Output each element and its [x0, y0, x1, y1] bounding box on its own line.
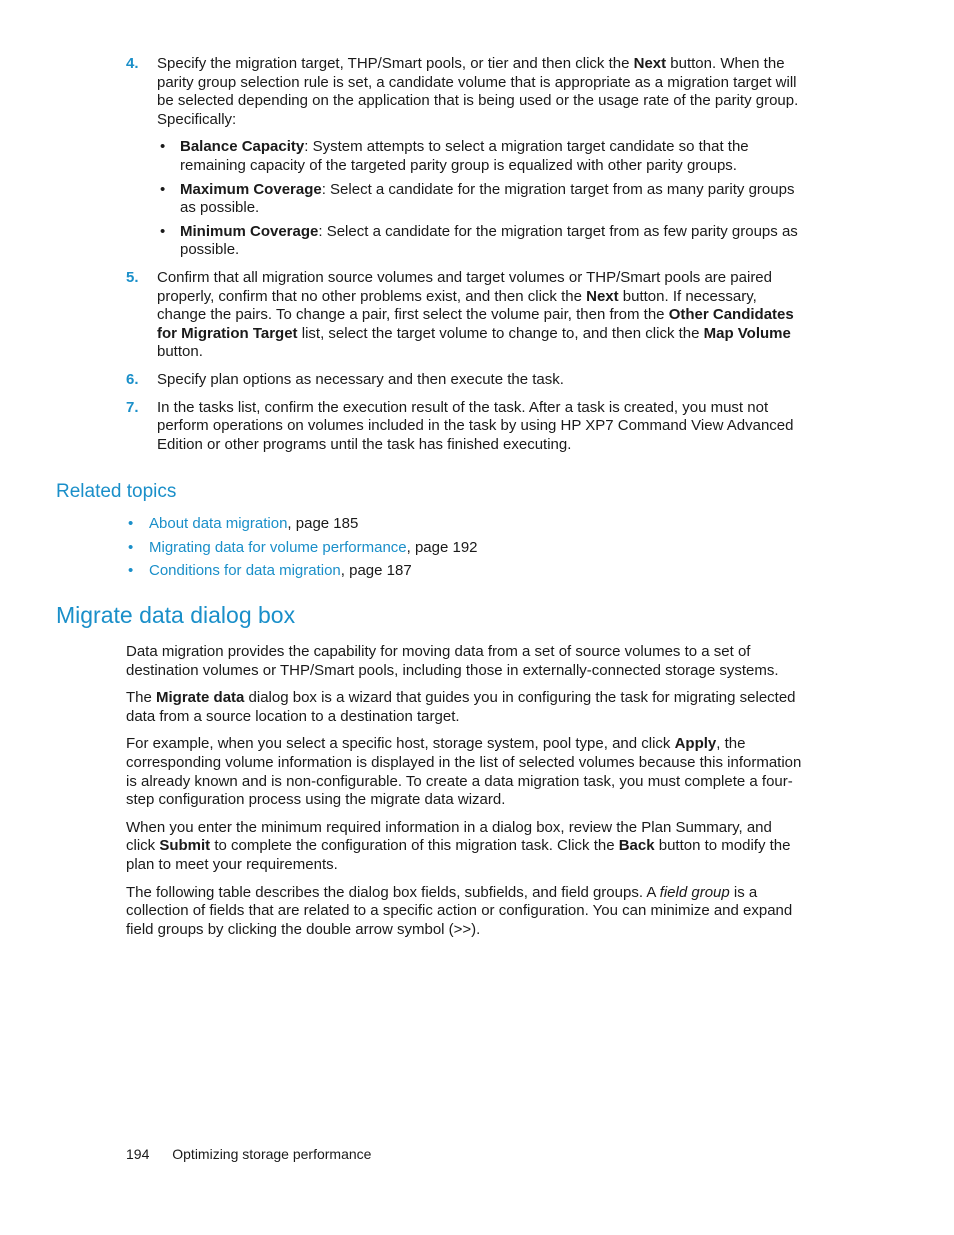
bullet-icon: •	[128, 538, 134, 556]
bold-text: Other Candidates for Migration Target	[157, 306, 794, 342]
rule-item	[157, 223, 802, 260]
italic-text: field group	[659, 883, 730, 901]
text-run: dialog box is a wizard that guides you in configuring the task for migrating selected data from a source location to a destination target.	[126, 689, 796, 725]
step-item	[126, 399, 802, 455]
related-topic-item	[126, 539, 478, 563]
body-paragraph	[126, 735, 802, 809]
text-run: The following table describes the dialog box fields, subfields, and field groups. A	[126, 883, 660, 901]
text-run: button. When the parity group selection rule is set, a candidate volume that is appropriate as a migration target will be selected depending on the application that is being used or the usage rate of the parity group. Specifically:	[157, 55, 799, 128]
page-footer	[126, 1145, 371, 1164]
related-topic-item	[126, 562, 478, 586]
bold-text: Apply	[674, 735, 717, 753]
rule-term: Maximum Coverage	[180, 180, 322, 198]
related-topic-item	[126, 515, 478, 539]
rule-description: : System attempts to select a migration target candidate so that the remaining capacity of the targeted parity group is equalized with other parity groups.	[180, 138, 749, 174]
bullet-icon: •	[128, 515, 134, 532]
bullet-icon: •	[128, 562, 134, 579]
page-reference: , page 185	[287, 515, 359, 532]
rule-item	[157, 181, 802, 218]
bold-text: Next	[586, 287, 619, 305]
bold-text: Back	[618, 837, 655, 855]
step-text	[157, 371, 802, 390]
text-run: button.	[157, 343, 203, 361]
text-run: , the corresponding volume information is displayed in the list of selected volumes because this information is already known and is non-configurable. To create a data migration task, you must complete a four-step configuration process using the migrate data wizard.	[126, 735, 802, 809]
step-number: 4.	[126, 55, 139, 72]
text-run: Data migration provides the capability for moving data from a set of source volumes to a set of destination volumes or THP/Smart pools, including those in externally-connected storage systems.	[126, 643, 779, 679]
text-run: The	[126, 689, 157, 707]
bullet-icon: •	[160, 138, 166, 156]
bold-text: Map Volume	[703, 324, 791, 342]
step-item	[126, 55, 802, 260]
step-number: 6.	[126, 370, 139, 388]
body-paragraph	[126, 884, 802, 940]
text-run: Specify the migration target, THP/Smart pools, or tier and then click the	[157, 55, 634, 72]
step-number: 7.	[126, 398, 139, 416]
rule-description: : Select a candidate for the migration target from as few parity groups as possible.	[180, 222, 798, 259]
text-run: When you enter the minimum required information in a dialog box, review the Plan Summary, and click	[126, 818, 772, 855]
page-reference: , page 192	[406, 538, 478, 556]
procedure-steps	[126, 55, 802, 463]
related-topic-link[interactable]: Conditions for data migration	[149, 562, 341, 579]
bold-text: Next	[633, 55, 667, 72]
bold-text: Submit	[159, 837, 211, 855]
rule-list	[157, 138, 802, 260]
related-topic-link[interactable]: Migrating data for volume performance	[149, 538, 407, 556]
step-number: 5.	[126, 268, 139, 286]
body-paragraph	[126, 819, 802, 875]
step-text	[157, 269, 802, 362]
body-paragraph	[126, 643, 802, 680]
text-run: is a collection of fields that are related to a specific action or configuration. You can minimize and expand field groups by clicking the double arrow symbol (>>).	[126, 883, 793, 938]
bullet-icon: •	[160, 222, 166, 240]
bullet-icon: •	[160, 180, 166, 198]
chapter-title: Optimizing storage performance	[172, 1146, 372, 1162]
text-run: For example, when you select a specific host, storage system, pool type, and click	[126, 735, 675, 753]
rule-description: : Select a candidate for the migration target from as many parity groups as possible.	[180, 180, 795, 217]
related-topics-list	[126, 515, 478, 586]
text-run: to complete the configuration of this migration task. Click the	[210, 837, 619, 855]
related-topic-link[interactable]: About data migration	[149, 515, 288, 532]
text-run: button to modify the plan to meet your requirements.	[126, 837, 791, 873]
rule-item	[157, 138, 802, 175]
text-run: Confirm that all migration source volumes and target volumes or THP/Smart pools are paired properly, confirm that no other problems exist, and then click the	[157, 268, 772, 305]
section-title: Migrate data dialog box	[56, 602, 296, 628]
text-run: In the tasks list, confirm the execution result of the task. After a task is created, you must not perform operations on volumes included in the task by using HP XP7 Command View Advanced Edition or other programs until the task has finished executing.	[157, 398, 794, 453]
text-run: Specify plan options as necessary and then execute the task.	[157, 370, 564, 388]
page-reference: , page 187	[340, 562, 412, 579]
bold-text: Migrate data	[156, 689, 245, 707]
text-run: button. If necessary, change the pairs. To change a pair, first select the volume pair, then from the	[157, 287, 757, 324]
step-text	[157, 55, 802, 129]
body-paragraph	[126, 689, 802, 726]
page-number: 194	[126, 1146, 150, 1162]
rule-term: Balance Capacity	[180, 138, 305, 156]
step-item	[126, 371, 802, 390]
text-run: list, select the target volume to change to, and then click the	[297, 324, 704, 342]
step-item	[126, 269, 802, 362]
rule-term: Minimum Coverage	[180, 222, 319, 240]
related-topics-heading: Related topics	[56, 481, 177, 502]
step-text	[157, 399, 802, 455]
section-body	[126, 643, 802, 948]
